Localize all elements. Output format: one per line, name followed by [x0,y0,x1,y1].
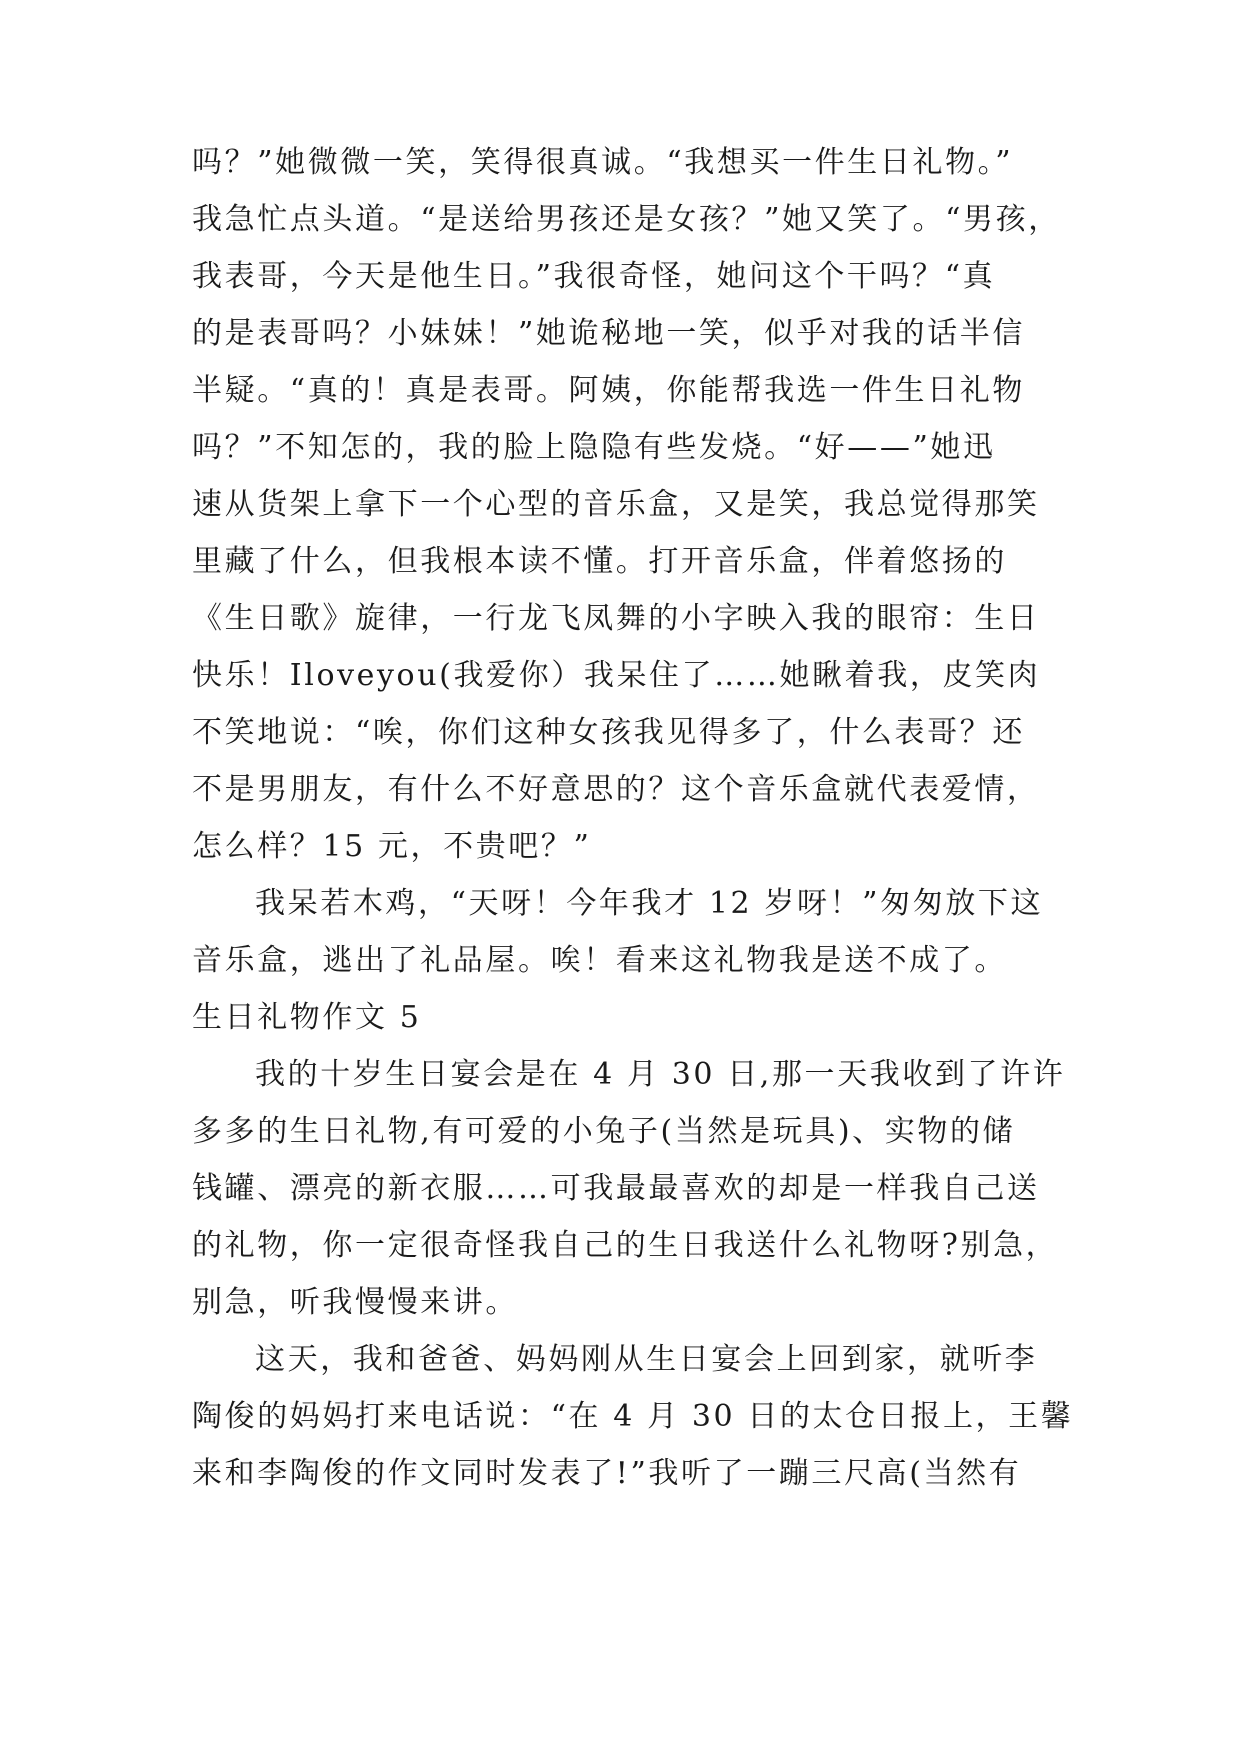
section-heading: 生日礼物作文 5 [192,1000,422,1035]
text-line: 我表哥，今天是他生日。”我很奇怪，她问这个干吗？“真 [192,259,996,294]
text-line: 《生日歌》旋律，一行龙飞凤舞的小字映入我的眼帘：生日 [192,601,1040,636]
text-line: 不笑地说：“唉，你们这种女孩我见得多了，什么表哥？还 [192,715,1025,750]
text-line: 不是男朋友，有什么不好意思的？这个音乐盒就代表爱情， [192,772,1040,807]
text-line: 快乐！Iloveyou(我爱你）我呆住了……她瞅着我，皮笑肉 [192,658,1041,693]
text-line: 钱罐、漂亮的新衣服……可我最最喜欢的却是一样我自己送 [192,1171,1040,1206]
text-line: 的是表哥吗？小妹妹！”她诡秘地一笑，似乎对我的话半信 [192,316,1025,351]
text-line: 的礼物，你一定很奇怪我自己的生日我送什么礼物呀?别急， [192,1228,1059,1263]
text-line: 我的十岁生日宴会是在 4 月 30 日,那一天我收到了许许 [255,1057,1066,1092]
text-line: 这天，我和爸爸、妈妈刚从生日宴会上回到家，就听李 [255,1342,1038,1377]
text-line: 多多的生日礼物,有可爱的小兔子(当然是玩具)、实物的储 [192,1114,1016,1149]
text-line: 吗？”她微微一笑，笑得很真诚。“我想买一件生日礼物。” [192,145,1014,180]
text-line: 音乐盒，逃出了礼品屋。唉！看来这礼物我是送不成了。 [192,943,1007,978]
text-line: 来和李陶俊的作文同时发表了!”我听了一蹦三尺高(当然有 [192,1456,1022,1491]
text-line: 陶俊的妈妈打来电话说：“在 4 月 30 日的太仓日报上，王馨 [192,1399,1074,1434]
text-line: 我急忙点头道。“是送给男孩还是女孩？”她又笑了。“男孩， [192,202,1061,237]
text-line: 怎么样？15 元，不贵吧？” [192,829,592,864]
text-line: 速从货架上拿下一个心型的音乐盒，又是笑，我总觉得那笑 [192,487,1040,522]
text-line: 里藏了什么，但我根本读不懂。打开音乐盒，伴着悠扬的 [192,544,1007,579]
text-line: 半疑。“真的！真是表哥。阿姨，你能帮我选一件生日礼物 [192,373,1025,408]
text-line: 我呆若木鸡，“天呀！今年我才 12 岁呀！”匆匆放下这 [255,886,1044,921]
text-line: 吗？”不知怎的，我的脸上隐隐有些发烧。“好——”她迅 [192,430,996,465]
text-line: 别急，听我慢慢来讲。 [192,1285,518,1320]
